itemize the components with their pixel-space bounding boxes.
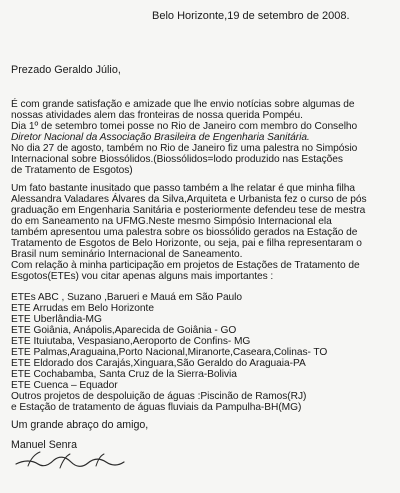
- project-list-item: ETE Eldorado dos Carajás,Xinguara,São Geraldo do Araguaia-PA: [11, 358, 306, 369]
- paragraph-line: de Tratamento de Esgotos): [11, 165, 133, 176]
- project-list-item: ETE Goiânia, Anápolis,Aparecida de Goiânia - GO: [11, 325, 237, 336]
- dateline: Belo Horizonte,19 de setembro de 2008.: [152, 10, 350, 22]
- paragraph-line: Esgotos(ETEs) vou citar apenas alguns mais importantes :: [11, 271, 274, 282]
- paragraph-line: do em Saneamento na UFMG.Neste mesmo Simpósio Internacional ela: [11, 216, 332, 227]
- paragraph-line: Um fato bastante inusitado que passo também a lhe relatar é que minha filha: [11, 183, 355, 194]
- paragraph-line: Com relação à minha participação em projetos de Estações de Tratamento de: [11, 260, 360, 271]
- project-list-item: ETE Ituiutaba, Vespasiano,Aeroporto de Confins- MG: [11, 336, 251, 347]
- paragraph-line: Alessandra Valadares Álvares da Silva,Arquiteta e Urbanista fez o curso de pós: [11, 194, 367, 205]
- project-list-item: ETE Uberlândia-MG: [11, 314, 102, 325]
- closing: Um grande abraço do amigo,: [11, 419, 149, 431]
- project-list-item: e Estação de tratamento de águas fluviais da Pampulha-BH(MG): [11, 402, 302, 413]
- paragraph-line: No dia 27 de agosto, também no Rio de Janeiro fiz uma palestra no Simpósio: [11, 143, 358, 154]
- project-list-item: ETEs ABC , Suzano ,Barueri e Mauá em São Paulo: [11, 292, 243, 303]
- project-list-item: ETE Cochabamba, Santa Cruz de la Sierra-Bolivia: [11, 369, 237, 380]
- paragraph-line: Tratamento de Esgotos de Belo Horizonte, ou seja, pai e filha representaram o: [11, 238, 362, 249]
- project-list-item: Outros projetos de despoluição de águas :Piscinão de Ramos(RJ): [11, 391, 307, 402]
- paragraph-line: nossas atividades alem das fronteiras de nossa querida Pompéu.: [11, 110, 303, 121]
- paragraph-line: graduação em Engenharia Sanitária e posteriormente defendeu tese de mestra: [11, 205, 366, 216]
- paragraph-line: Internacional sobre Biossólidos.(Biossólidos=lodo produzido nas Estações: [11, 154, 343, 165]
- paragraph-line: Dia 1º de setembro tomei posse no Rio de Janeiro com membro do Conselho: [11, 121, 358, 132]
- project-list-item: ETE Cuenca – Equador: [11, 380, 118, 391]
- signer-name: Manuel Senra: [11, 439, 77, 451]
- project-list-item: ETE Arrudas em Belo Horizonte: [11, 303, 154, 314]
- paragraph-line: Diretor Nacional da Associação Brasileira de Engenharia Sanitária.: [11, 132, 310, 143]
- project-list-item: ETE Palmas,Araguaina,Porto Nacional,Miranorte,Caseara,Colinas- TO: [11, 347, 328, 358]
- handwritten-signature: [10, 446, 130, 486]
- paragraph-line: Brasil num seminário Internacional de Saneamento.: [11, 249, 243, 260]
- paragraph-line: também apresentou uma palestra sobre os biossólido gerados na Estação de: [11, 227, 358, 238]
- greeting: Prezado Geraldo Júlio,: [11, 64, 121, 76]
- paragraph-line: É com grande satisfação e amizade que lhe envio notícias sobre algumas de: [11, 99, 355, 110]
